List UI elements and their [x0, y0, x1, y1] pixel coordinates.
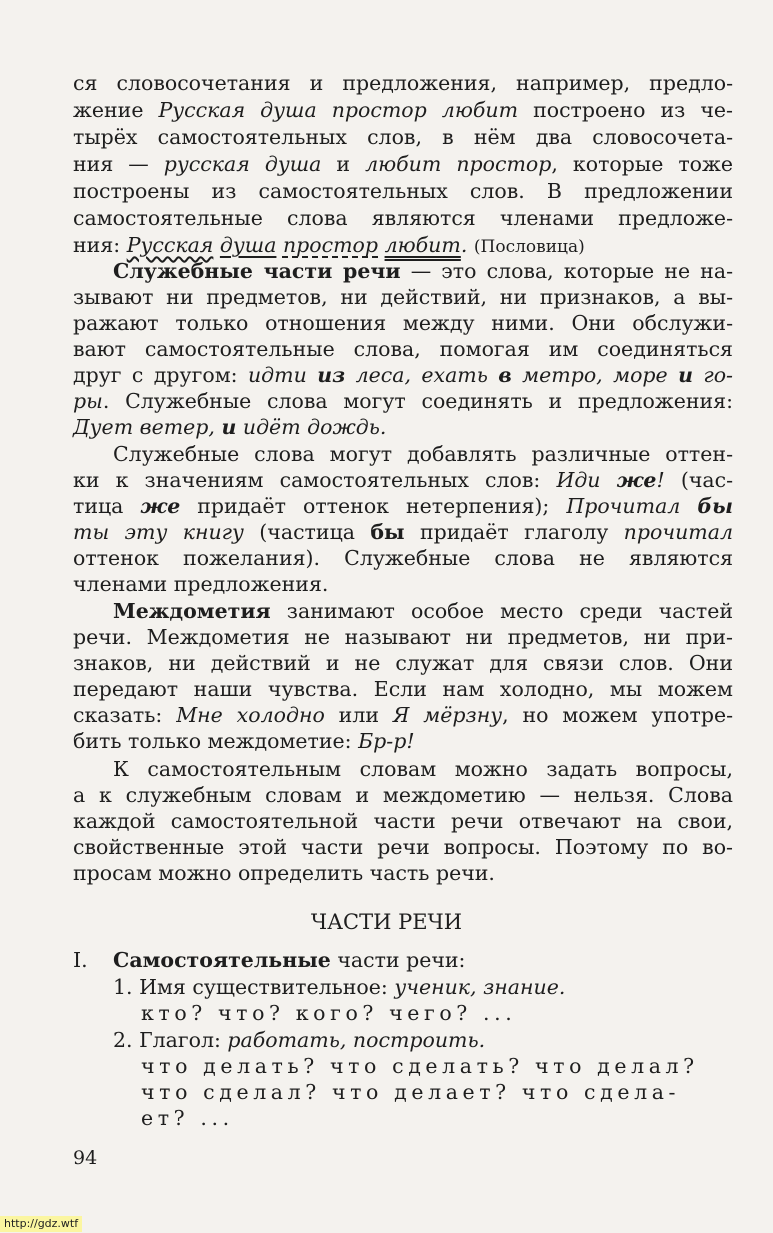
text-line: просам можно определить часть речи.	[73, 861, 495, 885]
text-line: членами предложения.	[73, 572, 329, 596]
term-bold: Междометия	[113, 599, 271, 623]
text-line: ния — русская душа и любит простор, которые тоже	[73, 152, 734, 176]
text-line: каждой самостоятельной части речи отвечают на свои,	[73, 809, 733, 833]
text-line: а к служебным словам и междометию — нельзя. Слова	[73, 783, 733, 807]
list-heading: Самостоятельные части речи:	[113, 948, 466, 972]
text-line: оттенок пожелания). Служебные слова не являются	[73, 546, 733, 570]
text-line: передают наши чувства. Если нам холодно, мы можем	[73, 677, 733, 701]
list-item: 2. Глагол: работать, построить.	[113, 1028, 486, 1052]
underlined-word-predicate: любит	[384, 233, 461, 257]
question-line: кто? что? кого? чего? ...	[141, 1001, 517, 1025]
text-line: речи. Междометия не называют ни предметов, ни при-	[73, 625, 733, 649]
list-item: 1. Имя существительное: ученик, знание.	[113, 975, 566, 999]
text-line: знаков, ни действий и не служат для связи слов. Они	[73, 651, 733, 675]
text-line: сказать: Мне холодно или Я мёрзну, но можем употре-	[73, 703, 734, 727]
text-line: Дует ветер, и идёт дождь.	[73, 415, 387, 439]
text-line: зывают ни предметов, ни действий, ни признаков, а вы-	[73, 285, 733, 309]
text-line: тырёх самостоятельных слов, в нём два словосочета-	[73, 125, 733, 149]
text-line: Междометия занимают особое место среди частей	[113, 599, 733, 623]
text-line: К самостоятельным словам можно задать вопросы,	[113, 757, 733, 781]
source-note: (Пословица)	[473, 237, 585, 257]
text-line: жение Русская душа простор любит построено из че-	[73, 98, 733, 122]
text-line: друг с другом: идти из леса, ехать в метро, море и го-	[73, 363, 733, 387]
underlined-word-object: простор	[282, 233, 379, 257]
term-bold: Служебные части речи	[113, 259, 401, 283]
roman-numeral: I.	[73, 948, 88, 972]
underlined-word-subject: душа	[219, 233, 277, 257]
text-line: ты эту книгу (частица бы придаёт глаголу прочитал	[73, 520, 734, 544]
text-line: свойственные этой части речи вопросы. Поэтому по во-	[73, 835, 733, 859]
underlined-word-attribute: Русская	[126, 233, 214, 257]
text-line: ры. Служебные слова могут соединять и предложения:	[73, 389, 733, 413]
watermark-link[interactable]: http://gdz.wtf	[0, 1216, 82, 1232]
question-line: что сделал? что делает? что сдела-	[141, 1080, 681, 1104]
text-line: Служебные части речи — это слова, которые не на-	[113, 259, 733, 283]
text-line: самостоятельные слова являются членами предложе-	[73, 206, 733, 230]
text-line: построены из самостоятельных слов. В предложении	[73, 179, 733, 203]
text-line: тица же придаёт оттенок нетерпения); Прочитал бы	[73, 494, 734, 518]
question-line: ет? ...	[141, 1106, 234, 1130]
text-line: ся словосочетания и предложения, например, предло-	[73, 71, 733, 95]
question-line: что делать? что сделать? что делал?	[141, 1054, 699, 1078]
text-line: ражают только отношения между ними. Они обслужи-	[73, 311, 733, 335]
text-line: ния: Русская душа простор любит. (Пословица)	[73, 233, 585, 257]
section-heading: ЧАСТИ РЕЧИ	[310, 910, 463, 934]
page-number: 94	[73, 1147, 98, 1169]
text-line: Служебные слова могут добавлять различные оттен-	[113, 442, 733, 466]
text-line: ки к значениям самостоятельных слов: Иди же! (час-	[73, 468, 734, 492]
text-line: вают самостоятельные слова, помогая им соединяться	[73, 337, 733, 361]
text-line: бить только междометие: Бр-р!	[73, 729, 415, 753]
